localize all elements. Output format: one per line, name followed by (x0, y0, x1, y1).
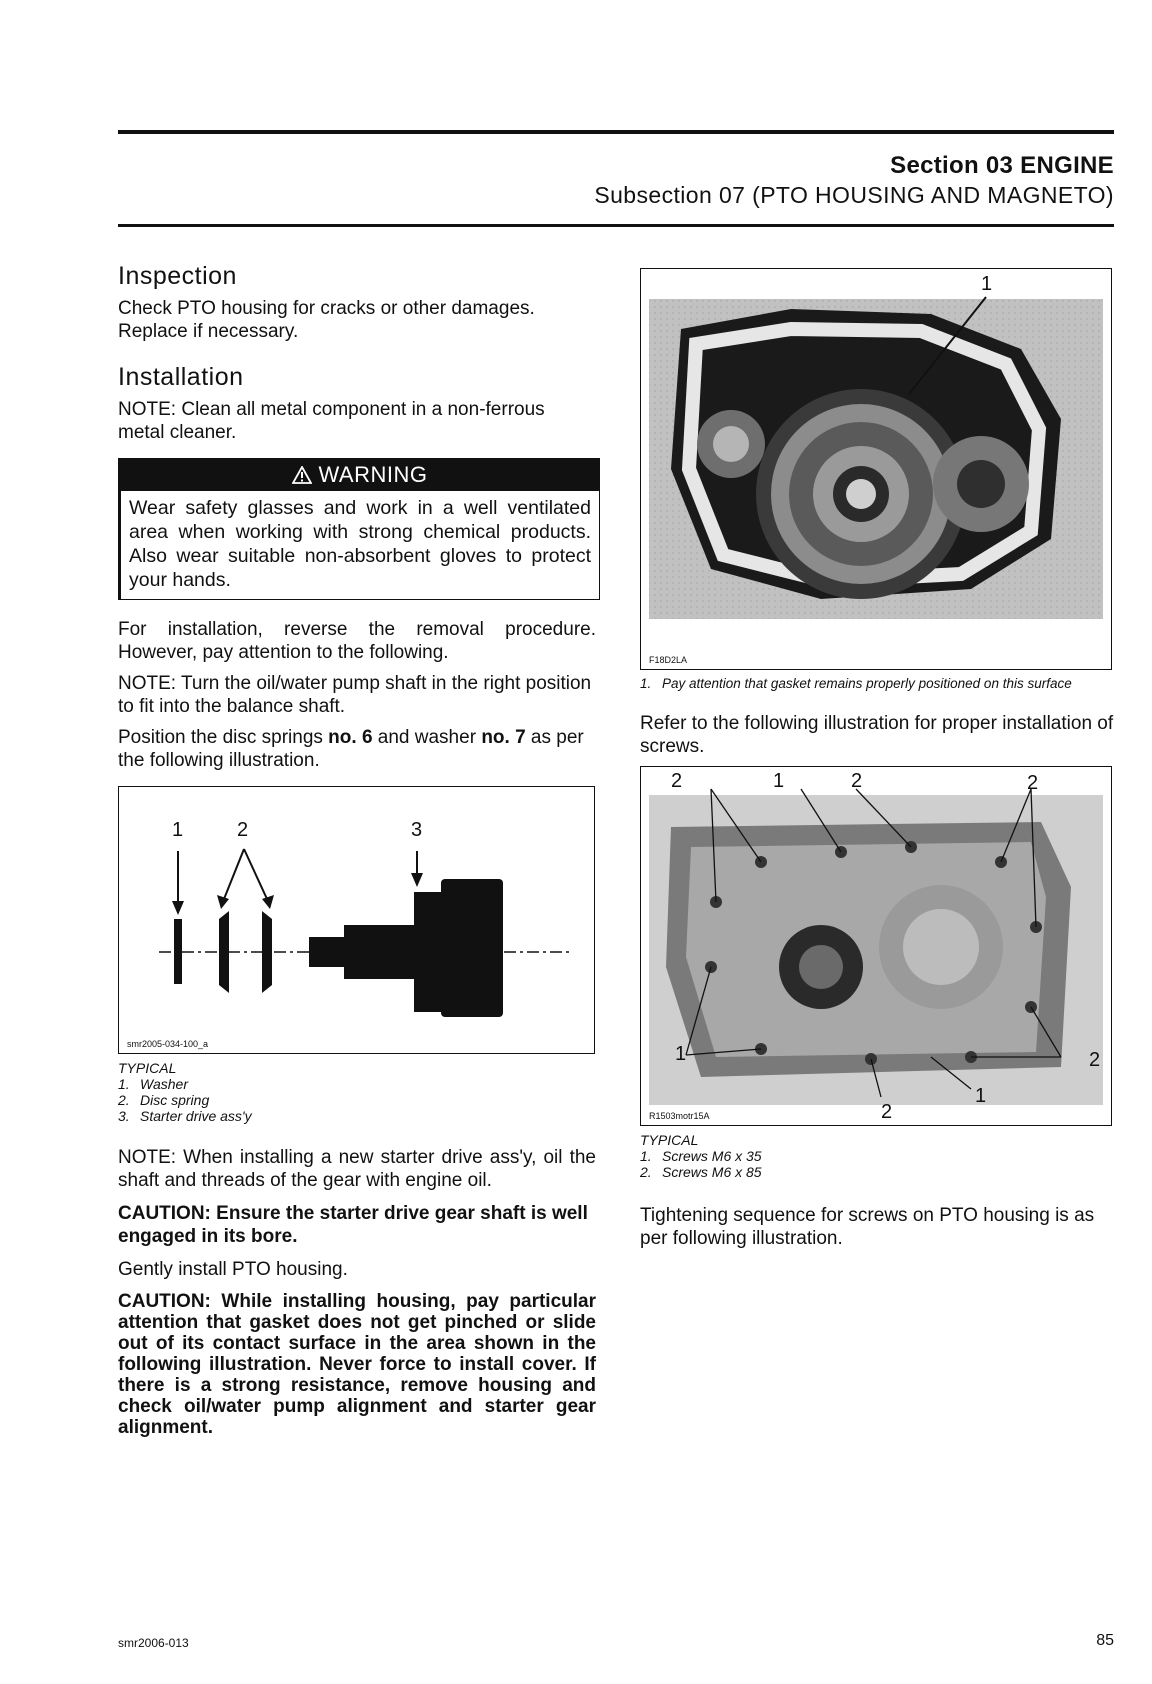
caution-gear-shaft: CAUTION: Ensure the starter drive gear shaft is well engaged in its bore. (118, 1203, 588, 1247)
install-housing-text: Gently install PTO housing. (118, 1259, 348, 1280)
warning-text: Wear safety glasses and work in a well ventilated area when working with strong chemical products. Also wear suitable non-absorbent gloves to protect your hands. (129, 497, 591, 591)
callout-bottom-2: 2 (881, 1101, 893, 1123)
starter-gear (441, 879, 503, 1017)
header-rule-bottom (118, 224, 1114, 227)
figure3-caption (640, 1132, 1114, 1180)
warning-box (118, 458, 600, 600)
tightening-text: Tightening sequence for screws on PTO housing is as per following illustration. (640, 1205, 1095, 1249)
callout-top-2a: 2 (671, 770, 683, 792)
caption-title: TYPICAL (118, 1060, 177, 1076)
install-para: For installation, reverse the removal procedure. However, pay attention to the following. (118, 619, 596, 663)
caption-title: TYPICAL (640, 1132, 699, 1148)
callout-left-1: 1 (675, 1043, 687, 1065)
note-starter-oil: NOTE: When installing a new starter drive ass'y, oil the shaft and threads of the gear with engine oil. (118, 1147, 596, 1191)
screws-photo-figure (640, 766, 1112, 1126)
disc-spring-right (262, 911, 272, 993)
page-number: 85 (1096, 1632, 1114, 1649)
figure-code: F18D2LA (649, 655, 688, 665)
gasket-photo (641, 269, 1111, 669)
figure2-caption (640, 676, 1114, 692)
warning-triangle-icon (292, 466, 312, 484)
position-para: Position the disc springs no. 6 and washer no. 7 as per the following illustration. (118, 727, 584, 771)
inspection-heading: Inspection (118, 262, 237, 290)
figure-code: smr2005-034-100_a (127, 1039, 209, 1049)
callout-top-1: 1 (773, 770, 785, 792)
callout-3: 3 (411, 819, 423, 841)
disc-spring-left (219, 911, 229, 993)
callout-top-2b: 2 (851, 770, 863, 792)
figure-code: R1503motr15A (649, 1111, 710, 1121)
disc-spring-figure (118, 786, 595, 1054)
starter-hub (344, 925, 419, 979)
note-clean: NOTE: Clean all metal component in a non-ferrous metal cleaner. (118, 399, 545, 443)
subsection-title: Subsection 07 (PTO HOUSING AND MAGNETO) (594, 182, 1114, 208)
inspection-text: Check PTO housing for cracks or other damages. Replace if necessary. (118, 298, 535, 342)
legend-item: 2. Disc spring (118, 1092, 210, 1108)
callout-right-2: 2 (1089, 1049, 1101, 1071)
legend-item: 3. Starter drive ass'y (118, 1108, 252, 1124)
legend-item: 2. Screws M6 x 85 (640, 1164, 762, 1180)
header-rule-top (118, 130, 1114, 134)
screws-photo (641, 767, 1111, 1125)
footer-code: smr2006-013 (118, 1636, 189, 1650)
left-column (118, 262, 596, 1438)
legend-item: 1. Screws M6 x 35 (640, 1148, 762, 1164)
callout-2: 2 (237, 819, 249, 841)
legend-item: 1. Pay attention that gasket remains properly positioned on this surface (640, 676, 1072, 691)
washer-shape (174, 919, 182, 984)
callout-1: 1 (172, 819, 184, 841)
starter-flange (414, 892, 444, 1012)
caution-gasket: CAUTION: While installing housing, pay particular attention that gasket does not get pinched or slide out of its contact surface in the area shown in the following illustration. Never force to install cover. If there is a strong resistance, remove housing and check oil/water pump alignment and starter gear alignment. (118, 1291, 596, 1438)
gasket-photo-figure (640, 268, 1112, 670)
callout-bottom-1: 1 (975, 1085, 987, 1107)
callout-top-2c: 2 (1027, 772, 1039, 794)
note-label: NOTE: (118, 673, 177, 694)
screws-intro: Refer to the following illustration for proper installation of screws. (640, 713, 1114, 757)
warning-header (121, 459, 599, 491)
note-label: NOTE: (118, 399, 177, 420)
section-title: Section 03 ENGINE (890, 152, 1114, 179)
legend-item: 1. Washer (118, 1076, 188, 1092)
callout-1: 1 (981, 273, 993, 295)
installation-heading: Installation (118, 363, 244, 391)
right-column (640, 268, 1114, 1250)
warning-title: WARNING (318, 462, 428, 487)
note-pump-shaft: NOTE: Turn the oil/water pump shaft in the right position to fit into the balance shaft. (118, 673, 592, 717)
disc-spring-drawing (119, 787, 594, 1053)
figure1-caption (118, 1060, 596, 1124)
note-label: NOTE: (118, 1147, 177, 1168)
